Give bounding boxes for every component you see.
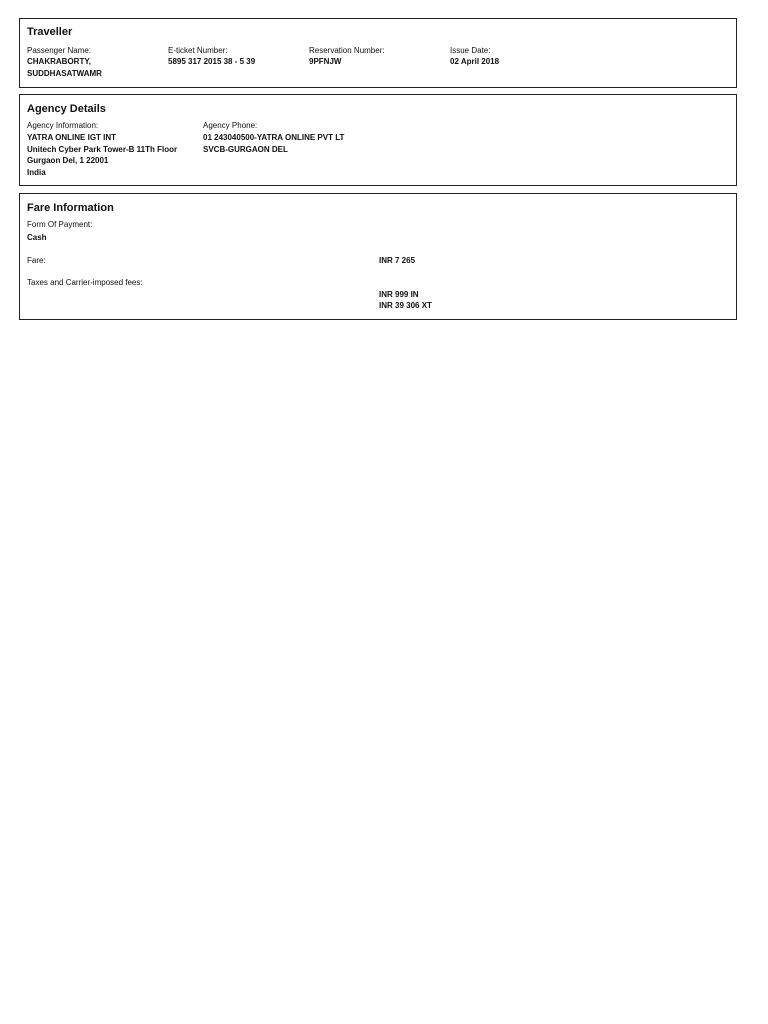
fare-section bbox=[19, 193, 737, 320]
passenger-name-line2: SUDDHASATWAMR bbox=[27, 69, 102, 78]
passenger-name-label: Passenger Name: bbox=[27, 46, 92, 55]
eticket-label: E-ticket Number: bbox=[168, 46, 228, 55]
passenger-name-line1: CHAKRABORTY, bbox=[27, 57, 91, 66]
payment-label: Form Of Payment: bbox=[27, 220, 93, 229]
agency-info-line: India bbox=[27, 168, 46, 177]
agency-title: Agency Details bbox=[27, 103, 106, 115]
agency-phone-line: SVCB-GURGAON DEL bbox=[203, 145, 288, 154]
agency-info-line: Gurgaon Del, 1 22001 bbox=[27, 156, 109, 165]
payment-value: Cash bbox=[27, 233, 47, 242]
agency-info-line: YATRA ONLINE IGT INT bbox=[27, 133, 117, 142]
fare-value: INR 7 265 bbox=[379, 256, 416, 265]
fare-label: Fare: bbox=[27, 256, 46, 265]
agency-info-line: Unitech Cyber Park Tower-B 11Th Floor bbox=[27, 145, 178, 154]
tax-line: INR 999 IN bbox=[379, 290, 419, 299]
agency-phone-label: Agency Phone: bbox=[203, 121, 258, 130]
traveller-title: Traveller bbox=[27, 26, 73, 38]
issue-date-value: 02 April 2018 bbox=[450, 57, 500, 66]
reservation-label: Reservation Number: bbox=[309, 46, 385, 55]
traveller-section bbox=[19, 18, 737, 88]
issue-date-label: Issue Date: bbox=[450, 46, 491, 55]
agency-section bbox=[19, 94, 737, 186]
eticket-value: 5895 317 2015 38 - 5 39 bbox=[168, 57, 256, 66]
agency-info-label: Agency Information: bbox=[27, 121, 99, 130]
agency-phone-line: 01 243040500-YATRA ONLINE PVT LT bbox=[203, 133, 345, 142]
reservation-value: 9PFNJW bbox=[309, 57, 342, 66]
taxes-label: Taxes and Carrier-imposed fees: bbox=[27, 278, 143, 287]
tax-line: INR 39 306 XT bbox=[379, 301, 432, 310]
fare-title: Fare Information bbox=[27, 202, 114, 214]
